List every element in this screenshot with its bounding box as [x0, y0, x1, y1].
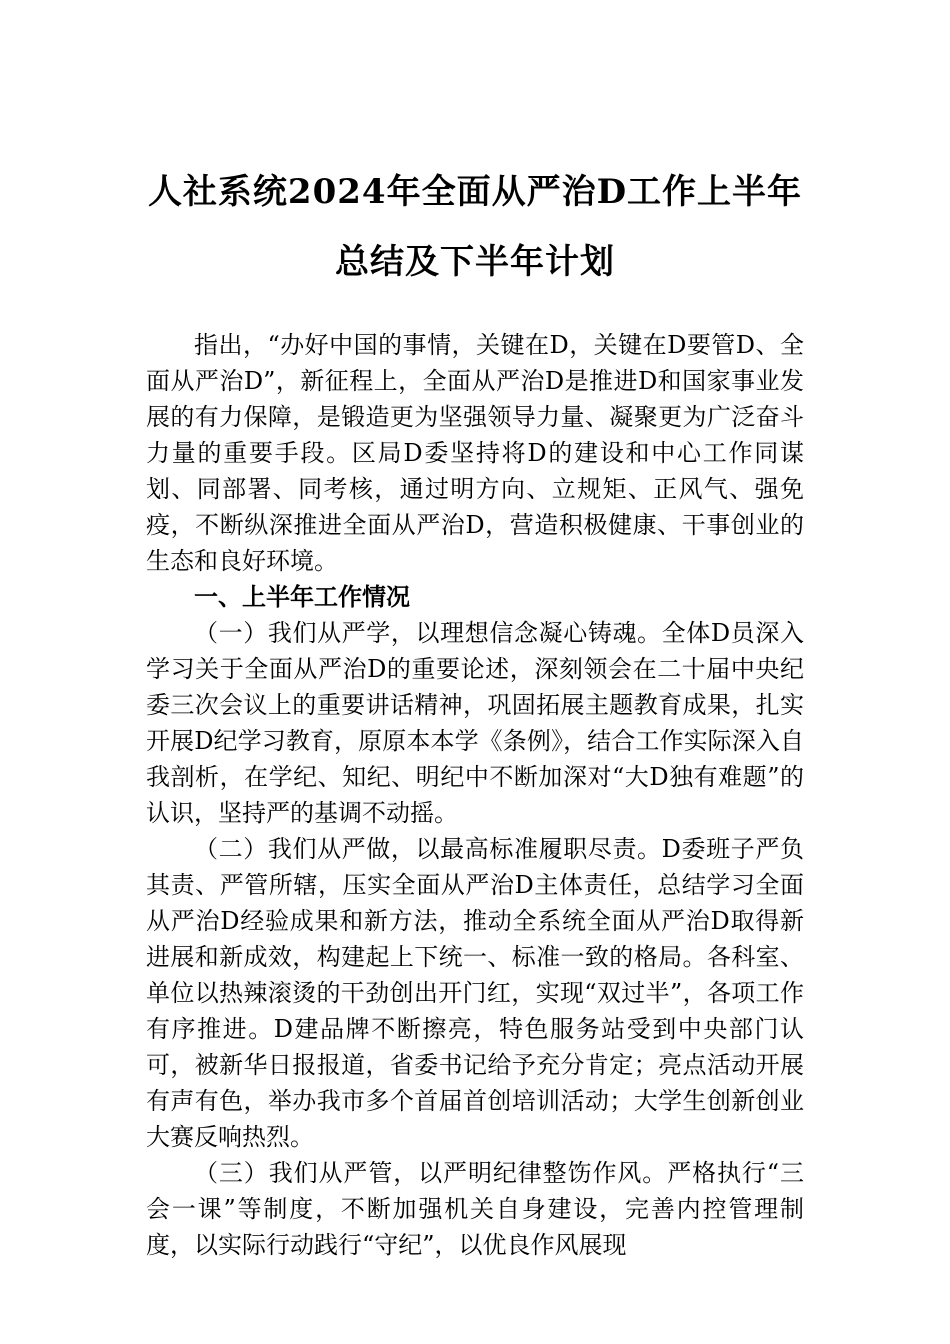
- paragraph-work: （二）我们从严做，以最高标准履职尽责。D委班子严负其责、严管所辖，压实全面从严治D主体责任，总结学习全面从严治D经验成果和新方法，推动全系统全面从严治D取得新进展和新成效，构建起上下统一、标准一致的格局。各科室、单位以热辣滚烫的干劲创出开门红，实现“双过半”，各项工作有序推进。D建品牌不断擦亮，特色服务站受到中央部门认可，被新华日报报道，省委书记给予充分肯定；亮点活动开展有声有色，举办我市多个首届首创培训活动；大学生创新创业大赛反响热烈。: [146, 835, 804, 1151]
- paragraph-discipline: （三）我们从严管，以严明纪律整饬作风。严格执行“三会一课”等制度，不断加强机关自身建设，完善内控管理制度，以实际行动践行“守纪”，以优良作风展现: [146, 1159, 804, 1259]
- section-heading-first-half: 一、上半年工作情况: [194, 582, 410, 611]
- paragraph-study: （一）我们从严学，以理想信念凝心铸魂。全体D员深入学习关于全面从严治D的重要论述，深刻领会在二十届中央纪委三次会议上的重要讲话精神，巩固拓展主题教育成果，扎实开展D纪学习教育，原原本本学《条例》，结合工作实际深入自我剖析，在学纪、知纪、明纪中不断加深对“大D独有难题”的认识，坚持严的基调不动摇。: [146, 619, 804, 827]
- intro-paragraph: 指出，“办好中国的事情，关键在D，关键在D要管D、全面从严治D”，新征程上，全面从严治D是推进D和国家事业发展的有力保障，是锻造更为坚强领导力量、凝聚更为广泛奋斗力量的重要手段。区局D委坚持将D的建设和中心工作同谋划、同部署、同考核，通过明方向、立规矩、正风气、强免疫，不断纵深推进全面从严治D，营造积极健康、干事创业的生态和良好环境。: [146, 331, 804, 575]
- document-title-line-2: 总结及下半年计划: [335, 242, 615, 282]
- document-body: [146, 327, 804, 1263]
- document-title-line-1: 人社系统2024年全面从严治D工作上半年: [147, 172, 803, 212]
